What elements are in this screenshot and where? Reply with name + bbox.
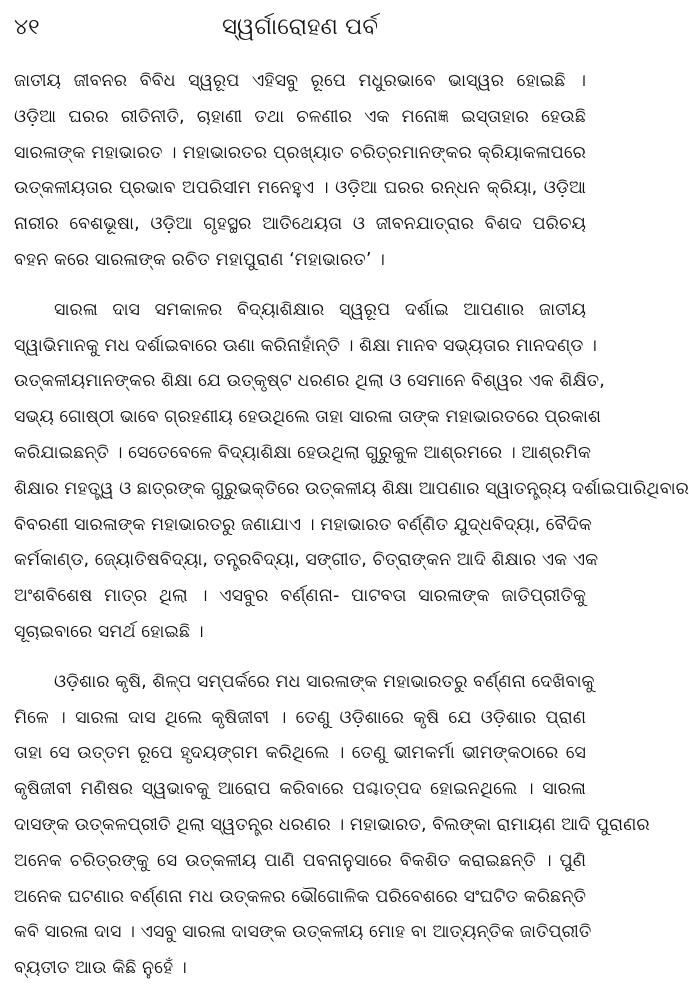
text-line: ବହନ କରେ ସାରଳାଙ୍କ ରଚିତ ମହାପୁରାଣ ‘ମହାଭାରତ’ । xyxy=(14,249,385,270)
page-header xyxy=(0,8,600,48)
page-number: ୪୧ xyxy=(14,15,40,40)
paragraph xyxy=(14,293,689,651)
text-line: କରିଯାଇଛନ୍ତି । ସେତେବେଳେ ବିଦ୍ୟାଶିକ୍ଷା ହେଉଥିଲା ଗୁରୁକୁଳ ଆଶ୍ରମରେ । ଆଶ୍ରମିକ xyxy=(14,442,591,463)
text-line: ସାରଳାଙ୍କ ମହାଭାରତ । ମହାଭାରତର ପ୍ରଖ୍ୟାତ ଚରିତ୍ରମାନଙ୍କର କ୍ରିୟାକଳାପରେ xyxy=(14,142,586,163)
text-line: ନାରୀର ବେଶଭୂଷା, ଓଡ଼ିଆ ଗୃହସ୍ଥର ଆତିଥେୟତା ଓ ଜୀବନଯାତ୍ରାର ବିଶଦ ପରିଚୟ xyxy=(14,214,586,235)
text-line: ସଭ୍ୟ ଗୋଷ୍ଠୀ ଭାବେ ଗ୍ରହଣୀୟ ହେଉଥିଲେ ତାହା ସାରଳା ତାଙ୍କ ମହାଭାରତରେ ପ୍ରକାଶ xyxy=(14,407,601,428)
text-line: ମିଳେ । ସାରଳା ଦାସ ଥିଲେ କୃଷିଜୀବୀ । ତେଣୁ ଓଡ଼ିଶାରେ କୃଷି ଯେ ଓଡ଼ିଶାର ପ୍ରାଣ xyxy=(14,707,586,728)
text-line: ଓଡ଼ିଶାର କୃଷି, ଶିଳ୍ପ ସମ୍ପର୍କରେ ମଧ ସାରଳାଙ୍କ ମହାଭାରତରୁ ବର୍ଣ୍ଣନା ଦେଖିବାକୁ xyxy=(54,671,595,692)
text-line: ଅନେକ ଚରିତ୍ରଙ୍କୁ ସେ ଉତ୍କଳୀୟ ପାଣି ପବନାନୁସାରେ ବିକଶିତ କରାଇଛନ୍ତି । ପୁଣି xyxy=(14,850,586,871)
text-line: ବିବରଣୀ ସାରଳାଙ୍କ ମହାଭାରତରୁ ଜଣାଯାଏ । ମହାଭାରତ ବର୍ଣ୍ଣିତ ଯୁଦ୍ଧବିଦ୍ୟା, ବୈଦିକ xyxy=(14,514,592,535)
text-line: ଶିକ୍ଷାର ମହତ୍ତ୍ୱ ଓ ଛାତ୍ରଙ୍କ ଗୁରୁଭକ୍ତିରେ ଉତ୍କଳୀୟ ଶିକ୍ଷା ଆପଣାର ସ୍ୱାତନ୍ତ୍ର୍ୟ ଦର୍ଶାଇପାରିଥିବାର xyxy=(14,478,689,499)
text-line: କୃଷିଜୀବୀ ମଣିଷର ସ୍ୱଭାବକୁ ଆରୋପ କରିବାରେ ପଶ୍ଚାତ୍‌ପଦ ହୋଇନଥିଲେ । ସାରଳା xyxy=(14,779,586,800)
text-line: କର୍ମକାଣ୍ଡ, ଜ୍ୟୋତିଷବିଦ୍ୟା, ତନ୍ତ୍ରବିଦ୍ୟା, ସଙ୍ଗୀତ, ଚିତ୍ରାଙ୍କନ ଆଦି ଶିକ୍ଷାର ଏକ ଏକ xyxy=(14,550,599,571)
text-line: ଉତ୍କଳୀୟମାନଙ୍କର ଶିକ୍ଷା ଯେ ଉତ୍କୃଷ୍ଟ ଧରଣର ଥିଲା ଓ ସେମାନେ ବିଶ୍ୱର ଏକ ଶିକ୍ଷିତ, xyxy=(14,371,605,392)
text-line: ଅଂଶବିଶେଷ ମାତ୍ର ଥିଲା । ଏସବୁର ବର୍ଣ୍ଣନା- ପାଟବତା ସାରଳାଙ୍କ ଜାତିପ୍ରୀତିକୁ xyxy=(14,586,586,607)
paragraph xyxy=(14,64,586,279)
running-title: ସ୍ୱର୍ଗାରୋହଣ ପର୍ବ xyxy=(221,14,379,40)
text-line: ଅନେକ ଘଟଣାର ବର୍ଣ୍ଣନା ମଧ ଉତ୍କଳର ଭୌଗୋଳିକ ପରିବେଶରେ ସଂଘଟିତ କରିଛନ୍ତି xyxy=(14,886,586,907)
text-line: ଓଡ଼ିଆ ଘରର ରୀତିନୀତି, ଚାହାଣୀ ତଥା ଚଳଣୀର ଏକ ମନୋଜ୍ଞ ଇସ୍ତାହାର ହେଉଛି xyxy=(14,106,586,127)
text-line: ସୂଚାଇବାରେ ସମର୍ଥ ହୋଇଛି । xyxy=(14,621,204,642)
body-text xyxy=(14,64,689,1001)
paragraph xyxy=(14,665,650,987)
text-line: କବି ସାରଳା ଦାସ । ଏସବୁ ସାରଳା ଦାସଙ୍କ ଉତ୍କଳୀୟ ମୋହ ବା ଆତ୍ୟନ୍ତିକ ଜାତିପ୍ରୀତି xyxy=(14,922,592,943)
text-line: ବ୍ୟତୀତ ଆଉ କିଛି ନୁହେଁ । xyxy=(14,958,187,979)
text-line: ସ୍ୱାଭିମାନକୁ ମଧ ଦର୍ଶାଇବାରେ ଊଣା କରିନାହାଁନ୍ତି । ଶିକ୍ଷା ମାନବ ସଭ୍ୟତାର ମାନଦଣ୍ଡ । xyxy=(14,335,597,356)
text-line: ସାରଳା ଦାସ ସମକାଳର ବିଦ୍ୟାଶିକ୍ଷାର ସ୍ୱରୂପ ଦର୍ଶାଇ ଆପଣାର ଜାତୀୟ xyxy=(54,299,586,320)
text-line: ତାହା ସେ ଉତ୍ତମ ରୂପେ ହୃଦୟଙ୍ଗମ କରିଥିଲେ । ତେଣୁ ଭୀମକର୍ମା ଭୀମଙ୍କଠାରେ ସେ xyxy=(14,743,586,764)
text-line: ଦାସଙ୍କ ଉତ୍କଳପ୍ରୀତି ଥିଲା ସ୍ୱତନ୍ତ୍ର ଧରଣର । ମହାଭାରତ, ବିଲଙ୍କା ରାମାୟଣ ଆଦି ପୁରାଣର xyxy=(14,814,650,835)
text-line: ଜାତୀୟ ଜୀବନର ବିବିଧ ସ୍ୱରୂପ ଏହିସବୁ ରୂପେ ମଧୁରଭାବେ ଭାସ୍ୱର ହୋଇଛି । xyxy=(14,71,586,91)
text-line: ଉତ୍କଳୀୟତାର ପ୍ରଭାବ ଅପରିସୀମ ମନେହୁଏ । ଓଡ଼ିଆ ଘରର ରନ୍ଧନ କ୍ରିୟା, ଓଡ଼ିଆ xyxy=(14,178,586,199)
